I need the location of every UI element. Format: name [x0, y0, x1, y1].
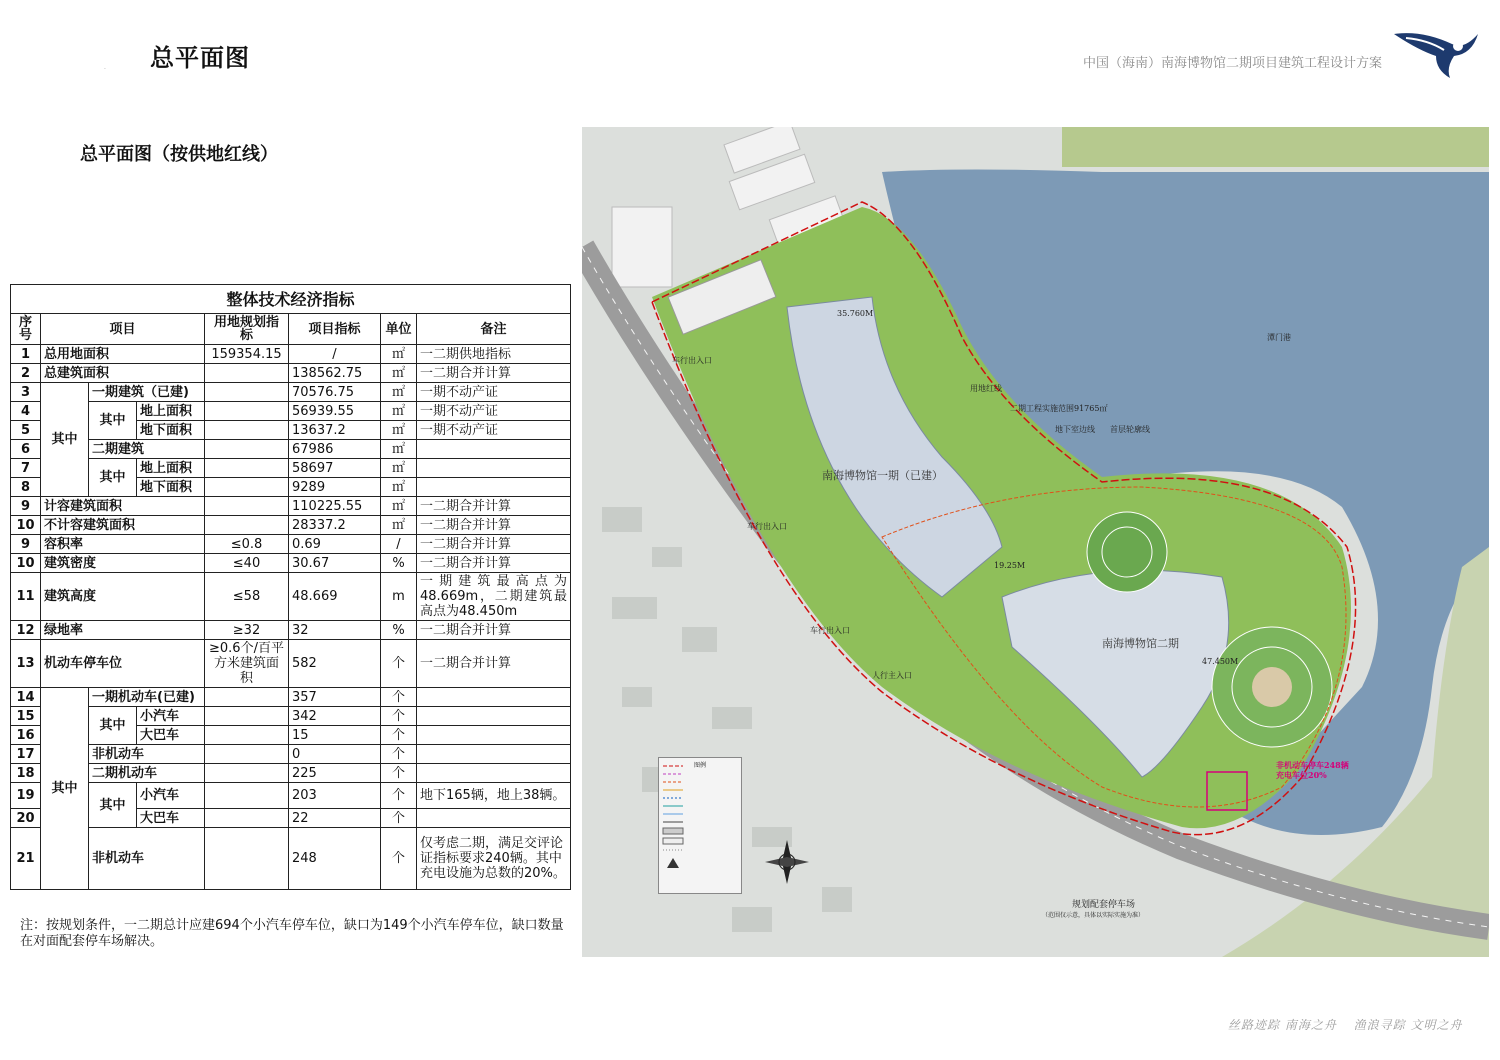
- decor-dot-icon: ·: [104, 66, 106, 73]
- basement-line-label: 地下室边线: [1055, 425, 1095, 434]
- project-title: 中国（海南）南海博物馆二期项目建筑工程设计方案: [1083, 56, 1383, 71]
- group-qizhong: 其中: [41, 688, 89, 890]
- height-label-3: 19.25M: [994, 561, 1026, 570]
- th-no: 序号: [11, 314, 41, 345]
- group-qizhong: 其中: [89, 402, 137, 440]
- museum-logo-icon: [1392, 26, 1480, 80]
- table-row: 5 地下面积 13637.2 ㎡ 一期不动产证: [11, 421, 571, 440]
- table-row: 9 计容建筑面积 110225.55 ㎡ 一二期合并计算: [11, 497, 571, 516]
- garden-circle: [1087, 512, 1167, 592]
- th-value: 项目指标: [289, 314, 381, 345]
- table-row: 20 大巴车 22 个: [11, 809, 571, 828]
- plan-legend: [658, 757, 742, 894]
- entry-label: 车行出入口: [810, 626, 850, 635]
- entry-label: 人行主入口: [872, 671, 912, 680]
- slogan-part-1: 丝路迹踪 南海之舟: [1228, 1018, 1337, 1032]
- th-remark: 备注: [417, 314, 571, 345]
- table-row: 14 其中 一期机动车(已建) 357 个: [11, 688, 571, 707]
- th-plan: 用地规划指标: [205, 314, 289, 345]
- table-row: 1 总用地面积 159354.15 / ㎡ 一二期供地指标: [11, 345, 571, 364]
- redline-label: 用地红线: [970, 384, 1002, 393]
- group-qizhong: 其中: [89, 459, 137, 497]
- table-row: 8 地下面积 9289 ㎡: [11, 478, 571, 497]
- table-row: 9 容积率 ≤0.8 0.69 / 一二期合并计算: [11, 535, 571, 554]
- harbor-label: 潭门港: [1267, 333, 1291, 342]
- height-label-1: 35.760M: [837, 309, 874, 318]
- table-row: 21 非机动车 248 个 仅考虑二期，满足交评论证指标要求240辆。其中充电设施为总数的20%。: [11, 828, 571, 890]
- table-row: 17 非机动车 0 个: [11, 745, 571, 764]
- phase1-label: 南海博物馆一期（已建）: [822, 469, 943, 482]
- future-parking-label: 规划配套停车场: [1072, 900, 1136, 910]
- bike-parking-note: 非机动车停车248辆: [1276, 760, 1349, 770]
- th-unit: 单位: [381, 314, 417, 345]
- table-row: 12 绿地率 ≥32 32 % 一二期合并计算: [11, 621, 571, 640]
- entry-label: 车行出入口: [672, 356, 712, 365]
- outline-label: 首层轮廓线: [1110, 425, 1150, 434]
- table-row: 2 总建筑面积 138562.75 ㎡ 一二期合并计算: [11, 364, 571, 383]
- future-parking-note: （范围仅示意，具体以实际实施为准）: [1042, 912, 1145, 919]
- indicator-table: [10, 284, 570, 890]
- footer-slogan: [1228, 1016, 1474, 1033]
- legend-items: [659, 758, 739, 878]
- phase2-label: 南海博物馆二期: [1102, 637, 1179, 650]
- bike-charging-note: 充电车位20%: [1276, 770, 1327, 780]
- legend-title: 图例: [693, 762, 706, 769]
- table-row: 6 二期建筑 67986 ㎡: [11, 440, 571, 459]
- site-plan: [582, 127, 1489, 957]
- table-caption: 整体技术经济指标: [11, 285, 571, 314]
- table-row: 19 其中 小汽车 203 个 地下165辆，地上38辆。: [11, 783, 571, 809]
- table-row: 10 不计容建筑面积 28337.2 ㎡ 一二期合并计算: [11, 516, 571, 535]
- table-note: 注：按规划条件，一二期总计应建694个小汽车停车位，缺口为149个小汽车停车位，缺口数量在对面配套停车场解决。: [20, 918, 564, 949]
- table-header: [11, 314, 571, 345]
- th-item: 项目: [41, 314, 205, 345]
- entry-label: 车行出入口: [747, 522, 787, 531]
- slogan-part-2: 渔浪寻踪 文明之舟: [1353, 1018, 1463, 1032]
- table-row: 10 建筑密度 ≤40 30.67 % 一二期合并计算: [11, 554, 571, 573]
- table-row: 18 二期机动车 225 个: [11, 764, 571, 783]
- page-title: 总平面图: [150, 44, 250, 72]
- scope-label: 二期工程实施范围91765㎡: [1010, 404, 1108, 413]
- section-title: 总平面图（按供地红线）: [80, 144, 278, 165]
- table-row: 3 其中 一期建筑（已建) 70576.75 ㎡ 一期不动产证: [11, 383, 571, 402]
- table-row: 13 机动车停车位 ≥0.6个/百平方米建筑面积 582 个 一二期合并计算: [11, 640, 571, 688]
- height-label-2: 47.450M: [1202, 657, 1239, 666]
- group-qizhong: 其中: [89, 783, 137, 828]
- table-row: 4 其中 地上面积 56939.55 ㎡ 一期不动产证: [11, 402, 571, 421]
- table-row: 7 其中 地上面积 58697 ㎡: [11, 459, 571, 478]
- group-qizhong: 其中: [41, 383, 89, 497]
- top-greenbelt: [1062, 127, 1489, 167]
- table-row: 15 其中 小汽车 342 个: [11, 707, 571, 726]
- table-row: 16 大巴车 15 个: [11, 726, 571, 745]
- table-row: 11 建筑高度 ≤58 48.669 m 一期建筑最高点为48.669m，二期建筑最高点为48.450m: [11, 573, 571, 621]
- group-qizhong: 其中: [89, 707, 137, 745]
